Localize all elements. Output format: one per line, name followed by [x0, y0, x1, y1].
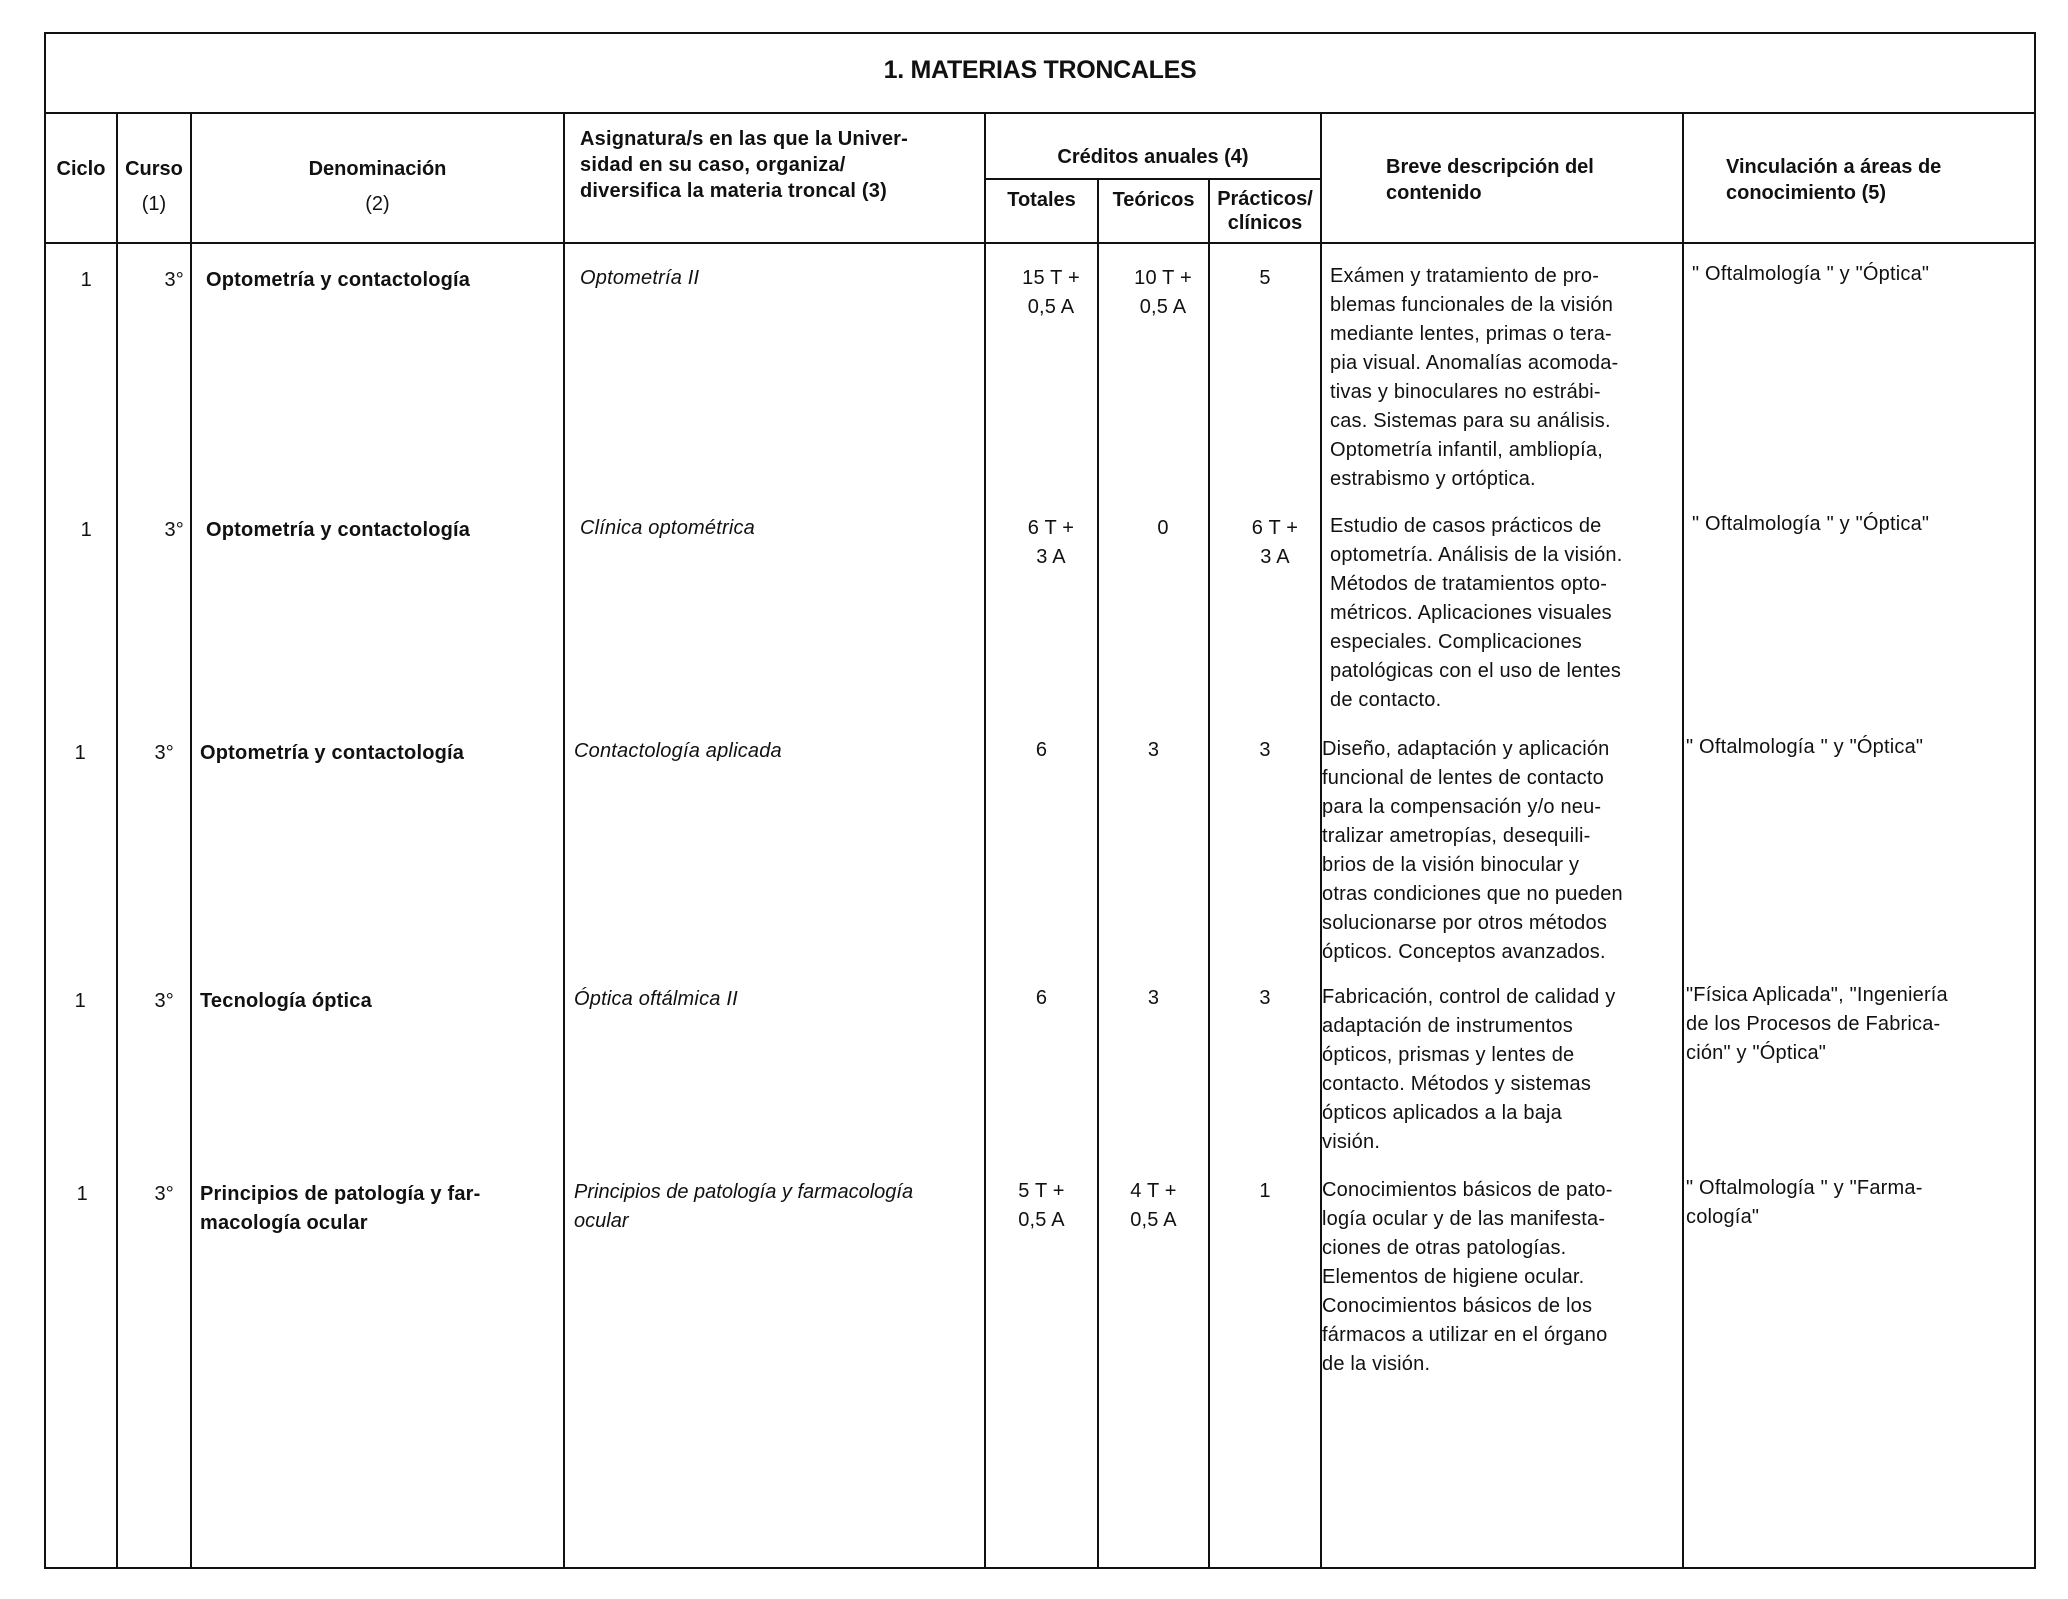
header-curso: Curso	[125, 158, 183, 180]
cell-ciclo: 1	[80, 519, 92, 541]
cell-denominacion: Optometría y contactología	[200, 742, 465, 764]
header-practicos: Prácticos/ clínicos	[1217, 188, 1313, 234]
cell-curso: 3°	[154, 990, 174, 1012]
cell-vinculacion: " Oftalmología " y "Óptica"	[1686, 736, 1924, 758]
cell-asignatura: Óptica oftálmica II	[574, 988, 738, 1010]
cell-ciclo: 1	[80, 269, 92, 291]
cell-asignatura: Optometría II	[580, 267, 700, 289]
cell-practicos: 1	[1259, 1180, 1271, 1202]
cell-totales: 15 T + 0,5 A	[1022, 267, 1080, 318]
cell-practicos: 5	[1259, 267, 1271, 289]
cell-curso: 3°	[154, 1183, 174, 1205]
cell-practicos: 6 T + 3 A	[1251, 517, 1299, 568]
cell-totales: 5 T + 0,5 A	[1018, 1180, 1065, 1231]
header-teoricos: Teóricos	[1112, 189, 1195, 211]
col-divider-totales	[1097, 180, 1099, 1567]
cell-vinculacion: " Oftalmología " y "Óptica"	[1692, 263, 1930, 285]
cell-curso: 3°	[164, 519, 184, 541]
cell-descripcion: Conocimientos básicos de pato- logía ocular y de las manifesta- ciones de otras patologías. Elementos de higiene ocular. Conocimientos básicos de los fármacos a utilizar en el órgano de la visión.	[1322, 1179, 1613, 1375]
cell-practicos: 3	[1259, 739, 1271, 761]
cell-teoricos: 10 T + 0,5 A	[1134, 267, 1192, 318]
header-ciclo: Ciclo	[56, 158, 106, 180]
header-denominacion-note: (2)	[365, 193, 390, 215]
cell-denominacion: Principios de patología y far- macología ocular	[200, 1183, 481, 1234]
cell-vinculacion: " Oftalmología " y "Farma- cología"	[1686, 1177, 1923, 1228]
cell-descripcion: Fabricación, control de calidad y adaptación de instrumentos ópticos, prismas y lentes de contacto. Métodos y sistemas ópticos aplicados a la baja visión.	[1322, 986, 1616, 1153]
cell-curso: 3°	[164, 269, 184, 291]
cell-asignatura: Principios de patología y farmacología ocular	[574, 1181, 914, 1232]
cell-denominacion: Optometría y contactología	[206, 519, 471, 541]
header-vinculacion: Vinculación a áreas de conocimiento (5)	[1726, 156, 1942, 204]
col-divider-descripcion	[1682, 114, 1684, 1567]
cell-descripcion: Diseño, adaptación y aplicación funcional de lentes de contacto para la compensación y/o neu- tralizar ametropías, desequili- brios de la visión binocular y otras condiciones que no pueden solucionarse por otros métodos ópticos. Conceptos avanzados.	[1322, 738, 1623, 963]
col-divider-curso	[190, 114, 192, 1567]
col-divider-asignatura	[984, 114, 986, 1567]
cell-teoricos: 4 T + 0,5 A	[1130, 1180, 1177, 1231]
cell-denominacion: Tecnología óptica	[200, 990, 372, 1012]
cell-curso: 3°	[154, 742, 174, 764]
cell-ciclo: 1	[74, 742, 86, 764]
header-totales: Totales	[1007, 189, 1076, 211]
materias-troncales-table	[44, 32, 2036, 1569]
title-divider	[46, 112, 2034, 114]
col-divider-teoricos	[1208, 180, 1210, 1567]
col-divider-ciclo	[116, 114, 118, 1567]
cell-teoricos: 3	[1147, 739, 1160, 761]
cell-asignatura: Clínica optométrica	[580, 517, 755, 539]
header-asignaturas: Asignatura/s en las que la Univer- sidad en su caso, organiza/ diversifica la materia troncal (3)	[580, 128, 909, 202]
cell-totales: 6 T + 3 A	[1027, 517, 1075, 568]
header-curso-note: (1)	[141, 193, 167, 215]
cell-ciclo: 1	[74, 990, 86, 1012]
table-title: 1. MATERIAS TRONCALES	[883, 56, 1197, 84]
col-divider-denominacion	[563, 114, 565, 1567]
cell-practicos: 3	[1259, 987, 1271, 1009]
cell-totales: 6	[1035, 739, 1048, 761]
cell-vinculacion: " Oftalmología " y "Óptica"	[1692, 513, 1930, 535]
header-bottom-divider	[46, 242, 2034, 244]
header-denominacion: Denominación	[308, 158, 447, 180]
cell-denominacion: Optometría y contactología	[206, 269, 471, 291]
cell-teoricos: 3	[1147, 987, 1160, 1009]
cell-teoricos: 0	[1157, 517, 1169, 539]
cell-ciclo: 1	[76, 1183, 88, 1205]
cell-asignatura: Contactología aplicada	[574, 740, 782, 762]
header-descripcion: Breve descripción del contenido	[1386, 156, 1594, 204]
cell-descripcion: Estudio de casos prácticos de optometría. Análisis de la visión. Métodos de tratamientos opto- métricos. Aplicaciones visuales especiales. Complicaciones patológicas con el uso de lentes de contacto.	[1330, 515, 1623, 711]
cell-totales: 6	[1035, 987, 1048, 1009]
creditos-divider	[984, 178, 1320, 180]
header-creditos: Créditos anuales (4)	[1057, 146, 1249, 168]
cell-vinculacion: "Física Aplicada", "Ingeniería de los Procesos de Fabrica- ción" y "Óptica"	[1686, 984, 1948, 1064]
cell-descripcion: Exámen y tratamiento de pro- blemas funcionales de la visión mediante lentes, primas o tera- pia visual. Anomalías acomoda- tivas y binoculares no estrábi- cas. Sistemas para su análisis. Optometría infantil, ambliopía, estrabismo y ortóptica.	[1330, 265, 1619, 490]
